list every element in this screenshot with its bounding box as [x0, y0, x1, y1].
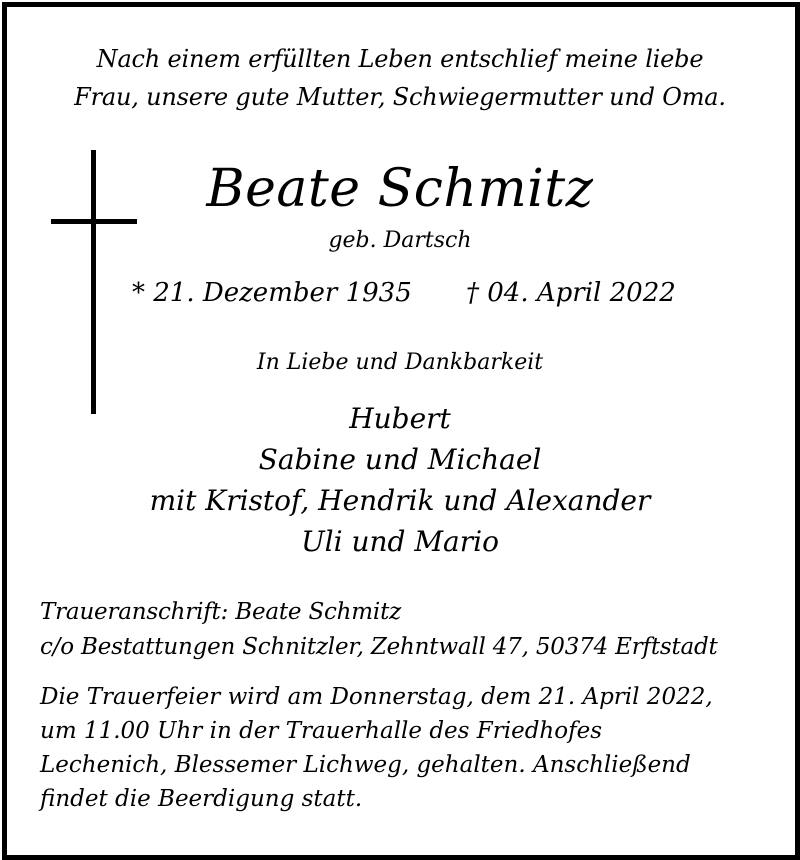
ceremony-line-3: Lechenich, Blessemer Lichweg, gehalten. Anschließend [40, 752, 691, 778]
family-member: Sabine und Michael [258, 443, 542, 476]
mourning-address [40, 595, 770, 665]
family-list [0, 398, 800, 562]
intro-line-1: Nach einem erfüllten Leben entschlief meine liebe [96, 45, 704, 73]
deceased-name: Beate Schmitz [206, 159, 594, 219]
address-line-2: c/o Bestattungen Schnitzler, Zehntwall 47, 50374 Erftstadt [40, 634, 718, 660]
ceremony-line-2: um 11.00 Uhr in der Trauerhalle des Friedhofes [40, 718, 603, 744]
born-name: geb. Dartsch [328, 228, 472, 253]
address-line-1: Traueranschrift: Beate Schmitz [40, 599, 402, 625]
family-member: Hubert [349, 402, 451, 435]
dedication: In Liebe und Dankbarkeit [256, 350, 544, 375]
ceremony-notice [40, 680, 756, 816]
ceremony-line-4: findet die Beerdigung statt. [40, 786, 363, 812]
birth-date: * 21. Dezember 1935 [132, 278, 412, 308]
intro-line-2: Frau, unsere gute Mutter, Schwiegermutter und Oma. [74, 83, 726, 111]
intro-text [0, 40, 800, 116]
ceremony-line-1: Die Trauerfeier wird am Donnerstag, dem 21. April 2022, [40, 684, 713, 710]
death-date: † 04. April 2022 [466, 278, 676, 308]
family-member: Uli und Mario [301, 525, 499, 558]
family-member: mit Kristof, Hendrik und Alexander [149, 484, 651, 517]
